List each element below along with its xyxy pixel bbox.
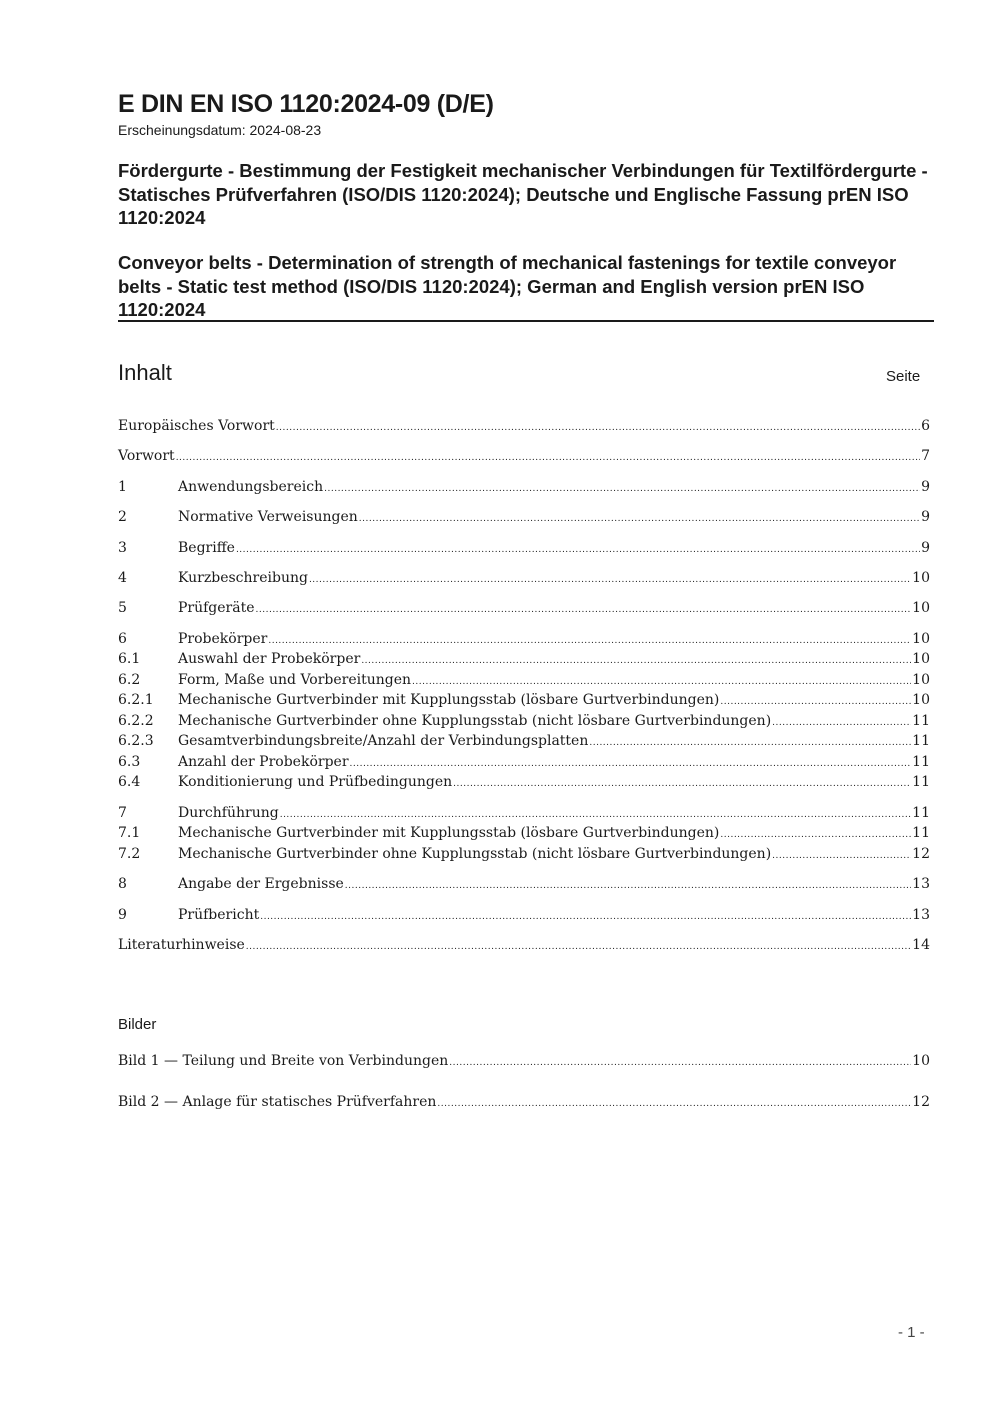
toc-entry-page: 9	[921, 479, 930, 495]
page-number: - 1 -	[898, 1324, 925, 1341]
toc-entry-title: Prüfgeräte	[178, 600, 255, 616]
toc-entry-page: 11	[912, 805, 930, 821]
toc-entry[interactable]	[118, 651, 930, 671]
toc-entry-page: 11	[912, 825, 930, 841]
toc-leader	[345, 881, 911, 891]
title-divider	[118, 320, 934, 322]
document-id: E DIN EN ISO 1120:2024-09 (D/E)	[118, 90, 494, 118]
figure-entry[interactable]	[118, 1094, 930, 1114]
toc-entry-page: 11	[912, 713, 930, 729]
toc-entry-page: 10	[912, 692, 930, 708]
toc-entry-title: Gesamtverbindungsbreite/Anzahl der Verbindungsplatten	[178, 733, 589, 749]
toc-entry[interactable]	[118, 846, 930, 866]
toc-leader	[176, 453, 920, 463]
toc-leader	[236, 545, 920, 555]
toc-entry-page: 7	[921, 448, 930, 464]
figure-entry-title: Bild 2 — Anlage für statisches Prüfverfahren	[118, 1094, 437, 1110]
toc-entry-page: 10	[912, 651, 930, 667]
toc-leader	[772, 718, 911, 728]
toc-entry-number: 7.1	[118, 825, 141, 841]
figures-heading: Bilder	[118, 1016, 157, 1033]
toc-leader	[720, 830, 911, 840]
toc-page-column-label: Seite	[886, 368, 921, 385]
toc-entry-number: 6.2	[118, 672, 141, 688]
toc-leader	[309, 575, 911, 585]
toc-leader	[361, 656, 911, 666]
toc-entry[interactable]	[118, 937, 930, 957]
toc-leader	[412, 677, 911, 687]
toc-entry-title: Auswahl der Probekörper	[178, 651, 361, 667]
title-english: Conveyor belts - Determination of strength of mechanical fastenings for textile conveyor belts - Static test method (ISO/DIS 1120:2024); German and English version prEN ISO 1120:2024	[118, 252, 897, 320]
toc-entry[interactable]	[118, 754, 930, 774]
toc-entry-title: Mechanische Gurtverbinder ohne Kupplungsstab (nicht lösbare Gurtverbindungen)	[178, 846, 772, 862]
toc-entry[interactable]	[118, 631, 930, 651]
toc-entry-title: Prüfbericht	[178, 907, 260, 923]
toc-entry[interactable]	[118, 600, 930, 620]
toc-leader	[246, 942, 911, 952]
toc-leader	[437, 1099, 911, 1109]
toc-entry[interactable]	[118, 672, 930, 692]
toc-leader	[453, 779, 911, 789]
toc-entry[interactable]	[118, 907, 930, 927]
toc-leader	[359, 514, 920, 524]
toc-entry[interactable]	[118, 876, 930, 896]
toc-heading: Inhalt	[118, 360, 172, 385]
toc-entry-page: 12	[912, 846, 930, 862]
toc-entry-page: 9	[921, 509, 930, 525]
toc-entry-number: 2	[118, 509, 127, 525]
toc-entry-number: 8	[118, 876, 127, 892]
toc-entry-number: 6.4	[118, 774, 141, 790]
toc-entry-number: 6.1	[118, 651, 141, 667]
toc-entry-page: 11	[912, 754, 930, 770]
toc-entry-title: Kurzbeschreibung	[178, 570, 308, 586]
toc-leader	[324, 484, 920, 494]
toc-leader	[276, 423, 920, 433]
figure-entry-title: Bild 1 — Teilung und Breite von Verbindungen	[118, 1053, 449, 1069]
toc-entry-title: Mechanische Gurtverbinder ohne Kupplungsstab (nicht lösbare Gurtverbindungen)	[178, 713, 772, 729]
toc-leader	[589, 738, 911, 748]
toc-entry-title: Begriffe	[178, 540, 235, 556]
figure-entry-page: 12	[912, 1094, 930, 1110]
toc-entry-title: Normative Verweisungen	[178, 509, 358, 525]
toc-entry-title: Probekörper	[178, 631, 268, 647]
toc-entry-page: 6	[921, 418, 930, 434]
toc-entry-title: Durchführung	[178, 805, 279, 821]
toc-entry-number: 7	[118, 805, 127, 821]
toc-entry-title: Form, Maße und Vorbereitungen	[178, 672, 412, 688]
toc-leader	[268, 636, 911, 646]
toc-entry[interactable]	[118, 509, 930, 529]
toc-leader	[350, 759, 912, 769]
toc-entry-title: Mechanische Gurtverbinder mit Kupplungsstab (lösbare Gurtverbindungen)	[178, 825, 720, 841]
toc-leader	[280, 810, 911, 820]
toc-entry-title: Anwendungsbereich	[178, 479, 324, 495]
toc-entry-page: 10	[912, 570, 930, 586]
toc-leader	[256, 605, 912, 615]
toc-entry-number: 6.2.3	[118, 733, 154, 749]
toc-entry[interactable]	[118, 825, 930, 845]
toc-entry-number: 7.2	[118, 846, 141, 862]
toc-leader	[772, 851, 911, 861]
toc-entry[interactable]	[118, 570, 930, 590]
toc-leader	[449, 1058, 911, 1068]
toc-entry-title: Vorwort	[118, 448, 175, 464]
figure-entry-page: 10	[912, 1053, 930, 1069]
title-german: Fördergurte - Bestimmung der Festigkeit mechanischer Verbindungen für Textilfördergurte - Statisches Prüfverfahren (ISO/DIS 1120:2024); Deutsche und Englische Fassung prEN ISO 1120:2024	[118, 160, 928, 228]
toc-entry-title: Mechanische Gurtverbinder mit Kupplungsstab (lösbare Gurtverbindungen)	[178, 692, 720, 708]
toc-entry-page: 13	[912, 876, 930, 892]
toc-entry[interactable]	[118, 774, 930, 794]
publication-date: Erscheinungsdatum: 2024-08-23	[118, 122, 322, 138]
toc-entry[interactable]	[118, 418, 930, 438]
toc-entry[interactable]	[118, 733, 930, 753]
toc-entry[interactable]	[118, 713, 930, 733]
toc-entry[interactable]	[118, 805, 930, 825]
toc-entry-title: Anzahl der Probekörper	[178, 754, 349, 770]
toc-entry-page: 9	[921, 540, 930, 556]
toc-leader	[720, 697, 911, 707]
toc-entry-title: Angabe der Ergebnisse	[178, 876, 344, 892]
toc-entry[interactable]	[118, 448, 930, 468]
toc-entry[interactable]	[118, 479, 930, 499]
toc-entry-page: 10	[912, 600, 930, 616]
toc-entry-page: 14	[912, 937, 930, 953]
toc-entry[interactable]	[118, 692, 930, 712]
toc-entry-page: 13	[912, 907, 930, 923]
toc-entry-number: 6	[118, 631, 127, 647]
toc-entry-title: Europäisches Vorwort	[118, 418, 275, 434]
toc-entry-title: Literaturhinweise	[118, 937, 245, 953]
toc-entry-number: 6.2.1	[118, 692, 154, 708]
toc-entry-page: 10	[912, 631, 930, 647]
toc-entry-number: 5	[118, 600, 127, 616]
toc-entry-title: Konditionierung und Prüfbedingungen	[178, 774, 453, 790]
toc-entry-number: 4	[118, 570, 127, 586]
toc-entry-number: 1	[118, 479, 127, 495]
toc-entry-number: 6.2.2	[118, 713, 154, 729]
toc-entry-number: 6.3	[118, 754, 141, 770]
toc-entry-page: 11	[912, 733, 930, 749]
figure-entry[interactable]	[118, 1053, 930, 1073]
toc-leader	[260, 912, 911, 922]
toc-entry-page: 10	[912, 672, 930, 688]
toc-entry[interactable]	[118, 540, 930, 560]
toc-entry-page: 11	[912, 774, 930, 790]
toc-entry-number: 9	[118, 907, 127, 923]
toc-entry-number: 3	[118, 540, 127, 556]
